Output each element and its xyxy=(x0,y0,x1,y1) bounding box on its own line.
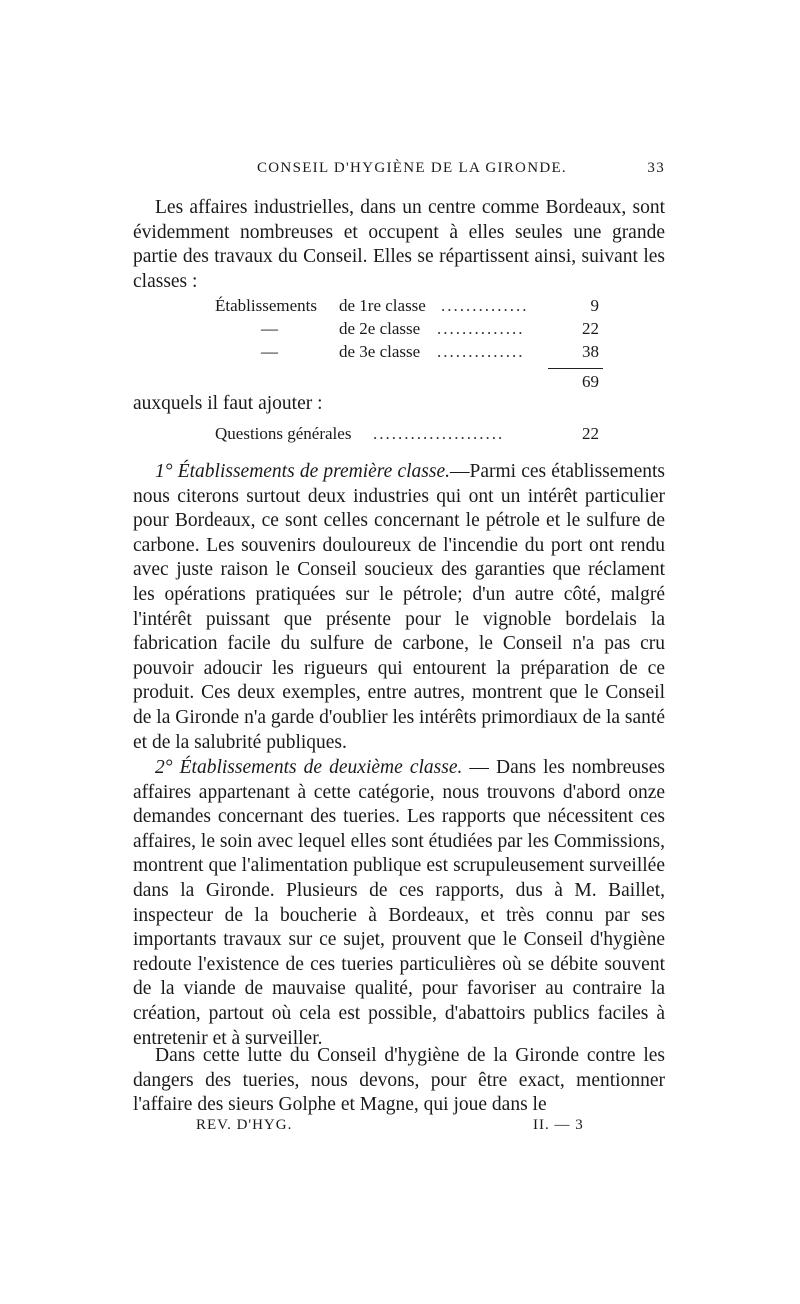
journal-abbreviation: REV. D'HYG. xyxy=(196,1117,293,1133)
signature-mark: II. — 3 xyxy=(533,1117,584,1133)
add-line-text: auxquels il faut ajouter : xyxy=(133,393,323,414)
section-heading: 1° Établissements de première classe. xyxy=(155,461,451,482)
section-paragraph xyxy=(133,756,665,1051)
row-class: de 1re classe xyxy=(339,296,426,315)
section-body: — Dans les nombreuses affaires appartenant à cette catégorie, nous trouvons d'abord onze demandes concernant des tueries. Les rapports que nécessitent ces affaires, le soin avec lequel elles sont étudiées par les Commissions, montrent que l'alimentation publique est scrupuleusement surveillée dans la Gironde. Plusieurs de ces rapports, dus à M. Baillet, inspecteur de la boucherie à Bordeaux, et très connu par ses importants travaux sur ce sujet, prouvent que le Conseil d'hygiène redoute l'existence de ces tueries particulières où se débite souvent de la viande de mauvaise qualité, pour favoriser au contraire la création, partout où cela est possible, d'abattoirs publics faciles à entretenir et à surveiller. xyxy=(133,757,666,1049)
row-value: 22 xyxy=(582,424,599,443)
closing-text: Dans cette lutte du Conseil d'hygiène de la Gironde contre les dangers des tueries, nous devons, pour être exact, mentionner l'affaire des sieurs Golphe et Magne, qui joue dans le xyxy=(133,1045,665,1116)
section-first-class xyxy=(133,460,665,755)
row-leader: .............. xyxy=(441,296,529,315)
row-class: de 3e classe xyxy=(339,342,421,361)
row-value: 22 xyxy=(582,319,599,338)
signature-footer xyxy=(133,1117,665,1139)
table-row xyxy=(133,319,665,341)
running-header xyxy=(133,160,665,182)
row-label: — xyxy=(261,319,278,338)
table-total-row xyxy=(133,372,665,394)
add-line xyxy=(133,392,665,417)
sum-rule xyxy=(548,368,603,369)
table-row xyxy=(133,424,665,446)
section-second-class xyxy=(133,756,665,1051)
table-row xyxy=(133,296,665,318)
intro-paragraph xyxy=(133,196,665,294)
row-leader: .............. xyxy=(437,319,525,338)
table-row xyxy=(133,342,665,364)
row-class: de 2e classe xyxy=(339,319,421,338)
section-paragraph xyxy=(133,460,665,755)
row-label: Questions générales xyxy=(215,424,352,443)
page-number: 33 xyxy=(647,160,665,176)
row-label: Établissements xyxy=(215,296,317,315)
section-body: —Parmi ces établissements nous citerons surtout deux industries qui ont un intérêt particulier pour Bordeaux, ce sont celles concernant le pétrole et le sulfure de carbone. Les souvenirs douloureux de l'incendie du port ont rendu avec juste raison le Conseil soucieux des garanties que réclament les opérations pratiquées sur le pétrole; d'un autre côté, malgré l'intérêt puissant que présente pour le vignoble bordelais la fabrication facile du sulfure de carbone, le Conseil n'a pas cru pouvoir adoucir les rigueurs qui entourent la préparation de ce produit. Ces deux exemples, entre autres, montrent que le Conseil de la Gironde n'a garde d'oublier les intérêts primordiaux de la santé et de la salubrité publiques. xyxy=(133,461,666,753)
running-title: CONSEIL D'HYGIÈNE DE LA GIRONDE. xyxy=(257,160,567,176)
row-leader: .............. xyxy=(437,342,525,361)
row-value: 9 xyxy=(590,296,599,315)
row-value: 38 xyxy=(582,342,599,361)
table-total: 69 xyxy=(582,372,599,391)
row-leader: ..................... xyxy=(373,424,505,443)
section-heading: 2° Établissements de deuxième classe. xyxy=(155,757,463,778)
intro-text: Les affaires industrielles, dans un centre comme Bordeaux, sont évidemment nombreuses et occupent à elles seules une grande partie des travaux du Conseil. Elles se répartissent ainsi, suivant les classes : xyxy=(133,197,665,292)
closing-paragraph xyxy=(133,1044,665,1118)
row-label: — xyxy=(261,342,278,361)
